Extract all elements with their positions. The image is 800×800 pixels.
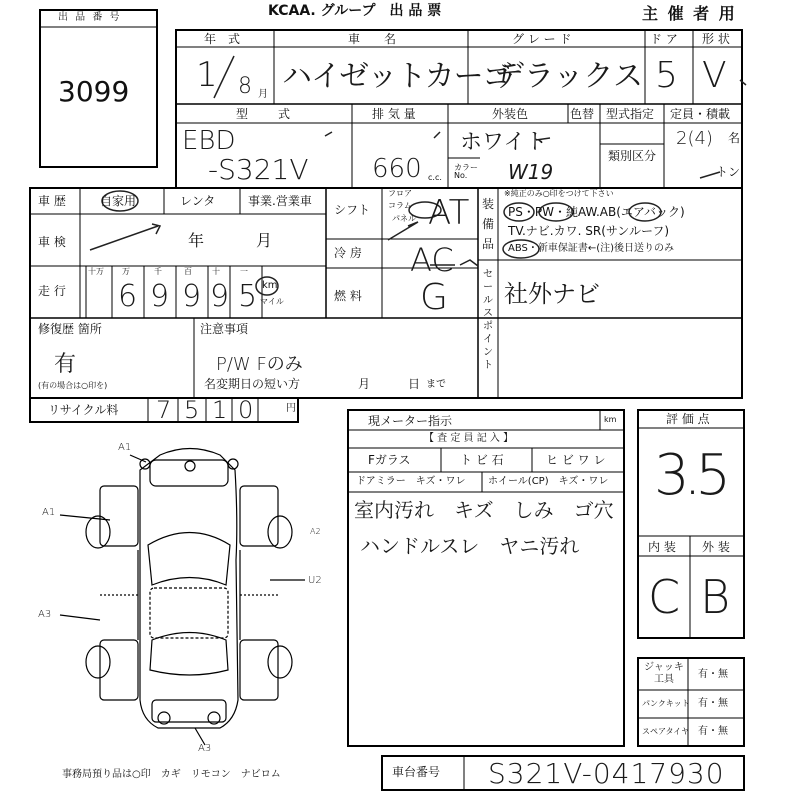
- lot-label: 出 品 番 号: [58, 12, 122, 23]
- damage-mark-a1-top: A1: [118, 442, 132, 453]
- deadline-month: 月: [358, 377, 371, 391]
- capacity-value: 2(4): [676, 128, 713, 149]
- grade-value: デラックス: [494, 59, 644, 94]
- caution-label: 注意事項: [200, 322, 249, 336]
- month-value: 8: [238, 74, 252, 99]
- history-private[interactable]: 自家用: [100, 194, 137, 208]
- history-rental[interactable]: レンタ: [180, 194, 216, 208]
- mileage-place-1: 一: [240, 267, 248, 276]
- year-value: 1: [196, 55, 218, 95]
- model-value-2: -S321V: [208, 153, 309, 186]
- damage-mark-a2: A2: [310, 527, 321, 536]
- shift-panel: パネル: [392, 214, 416, 223]
- car-name-label: 車 名: [348, 32, 397, 46]
- form-title: KCAA. グループ 出 品 票: [268, 3, 442, 19]
- mileage-digit-3: 9: [182, 279, 202, 314]
- mileage-place-10k: 万: [122, 267, 130, 276]
- equipment-line1: PS・PW・純AW.AB(エアバック): [508, 205, 685, 219]
- inspection-year-unit: 年: [188, 231, 205, 250]
- exterior-label: 外 装: [702, 540, 730, 554]
- mileage-place-1k: 千: [154, 267, 162, 276]
- equipment-line2: TV.ナビ.カワ. SR(サンルーフ): [508, 224, 670, 238]
- type-spec-label: 型式指定: [606, 107, 655, 121]
- ac-label: 冷 房: [334, 246, 362, 260]
- chassis-label: 車台番号: [392, 765, 441, 779]
- inspector-note-line2: ハンドルスレ ヤニ汚れ: [360, 534, 580, 558]
- lot-number: 3099: [58, 75, 130, 108]
- mileage-unit-km: km: [262, 280, 278, 291]
- displacement-value: 660: [372, 154, 422, 184]
- rating-label: 評 価 点: [666, 412, 710, 426]
- spare-label: スペアタイヤ: [642, 727, 690, 736]
- recycle-digit-1: 7: [156, 396, 172, 424]
- inspector-note-line1: 室内汚れ キズ しみ ゴ穴: [354, 498, 614, 522]
- equipment-line3: ABS・新車保証書←(注)後日送りのみ: [508, 243, 675, 254]
- fuel-value: G: [420, 277, 448, 318]
- shift-label: シフト: [334, 203, 371, 217]
- cell-windshield: Fガラス: [368, 453, 411, 467]
- shift-value: AT: [428, 193, 470, 233]
- jack-label: ジャッキ工具: [644, 662, 684, 685]
- fuel-label: 燃 料: [334, 289, 362, 303]
- equipment-note: ※純正のみ○印をつけて下さい: [504, 189, 614, 198]
- sales-point-value: 社外ナビ: [504, 280, 600, 308]
- shift-floor: フロア: [388, 189, 412, 198]
- deadline-until: まで: [426, 379, 446, 390]
- displacement-unit: c.c.: [428, 173, 442, 182]
- model-value-1: EBD: [182, 126, 236, 156]
- ac-value: AC: [410, 241, 454, 279]
- mileage-digit-4: 9: [210, 279, 230, 314]
- displacement-label: 排 気 量: [372, 107, 416, 121]
- mileage-place-100k: 十万: [88, 267, 104, 276]
- interior-value: C: [648, 570, 681, 624]
- mileage-place-100: 百: [184, 267, 192, 276]
- deadline-day: 日: [408, 377, 421, 391]
- mileage-digit-1: 6: [118, 279, 138, 314]
- inspection-label: 車 検: [38, 235, 66, 249]
- color-value: ホワイト: [460, 130, 548, 155]
- jack-value[interactable]: 有・無: [698, 669, 728, 680]
- load-unit: トン: [716, 165, 741, 179]
- caution-value: P/W Fのみ: [216, 354, 303, 375]
- year-label: 年 式: [204, 32, 241, 46]
- shape-label: 形 状: [702, 32, 730, 46]
- cell-door-mirror: ドアミラー キズ・ワレ: [356, 476, 466, 487]
- recycle-digit-2: 5: [184, 396, 200, 424]
- host-label: 主 催 者 用: [642, 4, 737, 23]
- rating-value: 3.5: [654, 443, 726, 508]
- history-label: 車 歴: [38, 194, 66, 208]
- car-name-value: ハイゼットカーゴ: [282, 59, 512, 94]
- damage-mark-a3-left: A3: [38, 609, 52, 620]
- model-label: 型 式: [236, 107, 293, 121]
- recycle-digit-3: 1: [212, 396, 228, 424]
- shape-value: V: [702, 55, 727, 96]
- capacity-unit: 名: [728, 131, 741, 145]
- color-change-label: 色替: [570, 107, 595, 121]
- repair-label: 修復歴 箇所: [38, 322, 102, 336]
- chassis-value: S321V-0417930: [488, 757, 725, 790]
- mileage-digit-2: 9: [150, 279, 170, 314]
- cell-wheel: ホイール(CP) キズ・ワレ: [488, 476, 609, 487]
- repair-value: 有: [54, 352, 77, 377]
- puncture-label: パンクキット: [642, 699, 690, 708]
- puncture-value[interactable]: 有・無: [698, 698, 728, 709]
- inspector-section-label: 【 査 定 員 記 入 】: [424, 433, 514, 444]
- recycle-digit-4: 0: [238, 396, 254, 424]
- exterior-value: B: [700, 570, 731, 624]
- damage-mark-u2: U2: [308, 575, 322, 586]
- history-business[interactable]: 事業.営業車: [248, 194, 312, 208]
- damage-mark-a1-left: A1: [42, 507, 56, 518]
- mileage-digit-5: 5: [238, 279, 258, 314]
- equipment-side-label: 装備品: [482, 197, 495, 251]
- meter-label: 現メーター指示: [368, 414, 453, 428]
- recycle-unit: 円: [286, 403, 296, 414]
- interior-label: 内 装: [648, 540, 676, 554]
- sales-point-label: セールスポイント: [483, 269, 493, 371]
- shift-column: コラム: [388, 201, 412, 210]
- spare-value[interactable]: 有・無: [698, 726, 728, 737]
- mileage-place-10: 十: [212, 267, 220, 276]
- color-label: 外装色: [492, 107, 529, 121]
- deadline-label: 名変期日の短い方: [204, 377, 301, 391]
- inspection-month-unit: 月: [256, 231, 273, 250]
- cell-crack: ヒ ビ ワ レ: [546, 453, 606, 467]
- damage-mark-a3-bottom: A3: [198, 743, 212, 754]
- recycle-label: リサイクル料: [48, 403, 119, 417]
- office-note: 事務局預り品は○印 カギ リモコン ナビロム: [62, 769, 281, 780]
- grade-label: グ レ ー ド: [512, 32, 572, 46]
- meter-unit: km: [604, 415, 617, 424]
- door-label: ド ア: [650, 32, 678, 46]
- color-no-value: W19: [508, 160, 554, 184]
- cell-chip: ト ビ 石: [460, 453, 504, 467]
- door-value: 5: [655, 55, 678, 96]
- color-no-label: カラー No.: [454, 163, 478, 180]
- capacity-label: 定員・積載: [670, 107, 731, 121]
- mileage-label: 走 行: [38, 284, 66, 298]
- mileage-unit-mile: マイル: [260, 297, 284, 306]
- class-label: 類別区分: [608, 149, 657, 163]
- month-unit: 月: [258, 89, 268, 100]
- repair-note: (有の場合は○印を): [38, 381, 108, 390]
